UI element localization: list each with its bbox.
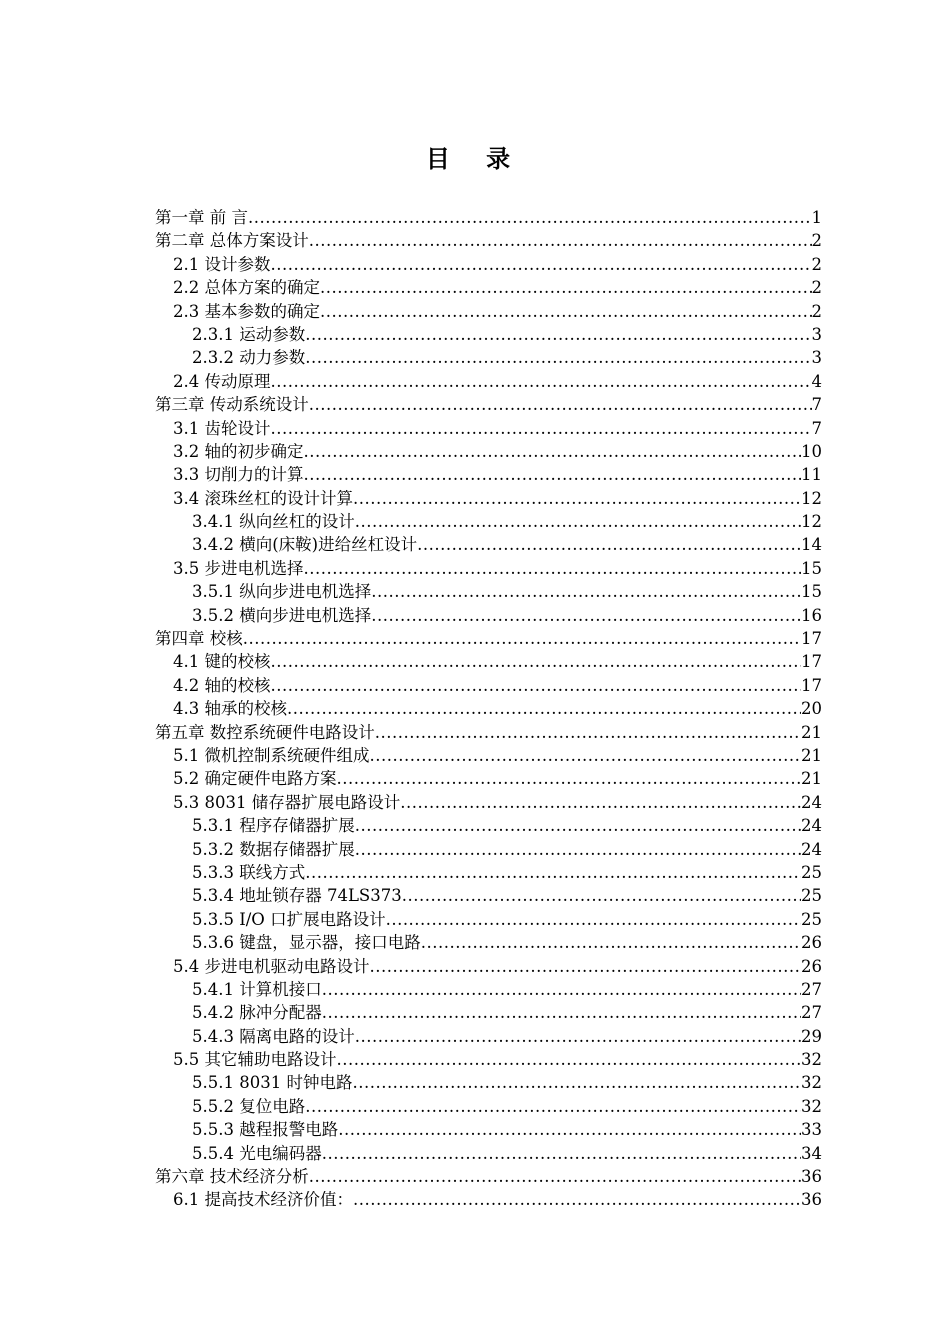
toc-leader-dots — [370, 744, 802, 767]
toc-entry[interactable] — [155, 417, 822, 440]
toc-leader-dots — [371, 604, 801, 627]
toc-entry-label: 5.1 微机控制系统硬件组成 — [173, 745, 370, 765]
toc-entry[interactable] — [155, 744, 822, 767]
toc-leader-dots — [304, 440, 802, 463]
toc-entry-label: 6.1 提高技术经济价值： — [173, 1190, 353, 1210]
toc-leader-dots — [271, 417, 812, 440]
toc-entry-page: 10 — [801, 441, 822, 461]
toc-entry[interactable] — [155, 206, 822, 229]
toc-entry-page: 29 — [801, 1026, 822, 1046]
toc-entry-label: 5.4.2 脉冲分配器 — [192, 1003, 322, 1023]
toc-entry-page: 17 — [801, 675, 822, 695]
toc-entry-label: 5.2 确定硬件电路方案 — [173, 769, 337, 789]
toc-entry-label: 第四章 校核 — [155, 629, 243, 649]
toc-entry[interactable] — [155, 580, 822, 603]
table-of-contents — [155, 206, 822, 1212]
toc-entry[interactable] — [155, 1165, 822, 1188]
toc-entry-label: 3.3 切削力的计算 — [173, 465, 304, 485]
toc-entry[interactable] — [155, 1001, 822, 1024]
toc-entry-label: 2.3.1 运动参数 — [192, 324, 306, 344]
toc-entry-label: 5.3 8031 储存器扩展电路设计 — [173, 792, 401, 812]
toc-entry[interactable] — [155, 697, 822, 720]
toc-entry-label: 2.3.2 动力参数 — [192, 348, 306, 368]
toc-entry-page: 33 — [801, 1120, 822, 1140]
toc-entry-label: 3.4.2 横向(床鞍)进给丝杠设计 — [192, 535, 418, 555]
toc-entry-label: 5.3.5 I/O 口扩展电路设计 — [192, 909, 386, 929]
toc-leader-dots — [304, 557, 802, 580]
toc-entry-page: 32 — [801, 1073, 822, 1093]
toc-entry[interactable] — [155, 814, 822, 837]
toc-leader-dots — [370, 955, 802, 978]
toc-entry-page: 26 — [801, 956, 822, 976]
toc-leader-dots — [375, 721, 801, 744]
toc-entry-page: 25 — [801, 886, 822, 906]
toc-entry-page: 15 — [801, 582, 822, 602]
toc-entry-label: 5.4.1 计算机接口 — [192, 979, 322, 999]
toc-entry[interactable] — [155, 931, 822, 954]
toc-leader-dots — [309, 1165, 801, 1188]
toc-leader-dots — [271, 674, 802, 697]
toc-leader-dots — [352, 1071, 801, 1094]
toc-entry[interactable] — [155, 229, 822, 252]
toc-leader-dots — [337, 1048, 802, 1071]
toc-entry-label: 4.1 键的校核 — [173, 652, 271, 672]
toc-entry-label: 5.5 其它辅助电路设计 — [173, 1050, 337, 1070]
toc-entry[interactable] — [155, 650, 822, 673]
toc-leader-dots — [271, 253, 812, 276]
toc-entry[interactable] — [155, 370, 822, 393]
toc-entry-page: 36 — [801, 1190, 822, 1210]
toc-entry[interactable] — [155, 838, 822, 861]
toc-entry-page: 11 — [801, 465, 822, 485]
toc-entry-page: 16 — [801, 605, 822, 625]
toc-entry[interactable] — [155, 440, 822, 463]
toc-leader-dots — [305, 323, 811, 346]
toc-entry[interactable] — [155, 1025, 822, 1048]
toc-entry-page: 4 — [811, 371, 822, 391]
toc-leader-dots — [243, 627, 801, 650]
toc-entry[interactable] — [155, 487, 822, 510]
toc-leader-dots — [371, 580, 801, 603]
toc-entry-label: 2.1 设计参数 — [173, 254, 271, 274]
toc-leader-dots — [320, 276, 812, 299]
toc-entry[interactable] — [155, 1048, 822, 1071]
toc-entry-page: 25 — [801, 909, 822, 929]
toc-entry-page: 12 — [801, 512, 822, 532]
toc-leader-dots — [322, 978, 801, 1001]
toc-entry-page: 36 — [801, 1167, 822, 1187]
toc-entry[interactable] — [155, 510, 822, 533]
toc-leader-dots — [353, 1188, 801, 1211]
toc-entry[interactable] — [155, 463, 822, 486]
toc-entry-page: 21 — [801, 722, 822, 742]
toc-entry-label: 3.4 滚珠丝杠的设计计算 — [173, 488, 353, 508]
toc-entry[interactable] — [155, 253, 822, 276]
toc-entry-page: 7 — [811, 418, 822, 438]
toc-entry-label: 5.3.1 程序存储器扩展 — [192, 816, 355, 836]
toc-entry-label: 第三章 传动系统设计 — [155, 395, 309, 415]
toc-entry[interactable] — [155, 674, 822, 697]
toc-leader-dots — [322, 1142, 801, 1165]
toc-entry-label: 5.3.6 键盘，显示器，接口电路 — [192, 933, 421, 953]
toc-leader-dots — [402, 884, 801, 907]
toc-entry[interactable] — [155, 627, 822, 650]
toc-entry-label: 5.3.4 地址锁存器 74LS373 — [192, 886, 402, 906]
toc-leader-dots — [320, 300, 812, 323]
toc-leader-dots — [305, 346, 811, 369]
toc-entry-label: 5.5.4 光电编码器 — [192, 1143, 322, 1163]
toc-leader-dots — [338, 1118, 801, 1141]
toc-leader-dots — [337, 767, 802, 790]
toc-entry-label: 5.4 步进电机驱动电路设计 — [173, 956, 370, 976]
toc-entry-page: 14 — [801, 535, 822, 555]
toc-leader-dots — [417, 533, 801, 556]
toc-entry-page: 34 — [801, 1143, 822, 1163]
toc-entry[interactable] — [155, 346, 822, 369]
toc-entry[interactable] — [155, 955, 822, 978]
toc-entry-page: 32 — [801, 1096, 822, 1116]
toc-entry-label: 5.5.3 越程报警电路 — [192, 1120, 339, 1140]
toc-entry-page: 24 — [801, 839, 822, 859]
toc-entry-label: 4.3 轴承的校核 — [173, 699, 287, 719]
toc-leader-dots — [305, 861, 801, 884]
toc-entry-page: 2 — [811, 231, 822, 251]
toc-entry[interactable] — [155, 1118, 822, 1141]
toc-entry[interactable] — [155, 1188, 822, 1211]
toc-leader-dots — [271, 370, 812, 393]
toc-entry-page: 24 — [801, 816, 822, 836]
toc-entry[interactable] — [155, 978, 822, 1001]
toc-leader-dots — [386, 908, 801, 931]
toc-entry-page: 7 — [811, 395, 822, 415]
toc-entry-page: 25 — [801, 862, 822, 882]
toc-entry[interactable] — [155, 791, 822, 814]
toc-entry-page: 3 — [811, 348, 822, 368]
toc-entry[interactable] — [155, 276, 822, 299]
toc-entry[interactable] — [155, 300, 822, 323]
toc-entry-page: 17 — [801, 652, 822, 672]
toc-entry-page: 21 — [801, 745, 822, 765]
toc-entry-page: 2 — [811, 254, 822, 274]
toc-leader-dots — [309, 229, 812, 252]
toc-entry[interactable] — [155, 884, 822, 907]
toc-entry-label: 2.4 传动原理 — [173, 371, 271, 391]
toc-leader-dots — [305, 1095, 801, 1118]
toc-leader-dots — [400, 791, 801, 814]
toc-entry-page: 21 — [801, 769, 822, 789]
toc-entry-page: 15 — [801, 558, 822, 578]
toc-entry-label: 3.5.2 横向步进电机选择 — [192, 605, 372, 625]
toc-entry-page: 2 — [811, 278, 822, 298]
toc-entry[interactable] — [155, 557, 822, 580]
toc-entry-label: 第一章 前 言 — [155, 208, 248, 227]
toc-entry[interactable] — [155, 767, 822, 790]
toc-entry[interactable] — [155, 1071, 822, 1094]
toc-leader-dots — [421, 931, 801, 954]
toc-leader-dots — [355, 838, 801, 861]
toc-entry[interactable] — [155, 1095, 822, 1118]
toc-leader-dots — [355, 510, 801, 533]
toc-leader-dots — [353, 487, 801, 510]
toc-entry-label: 第五章 数控系统硬件电路设计 — [155, 722, 375, 742]
toc-entry-page: 12 — [801, 488, 822, 508]
toc-entry-page: 27 — [801, 1003, 822, 1023]
toc-leader-dots — [355, 1025, 801, 1048]
toc-entry-label: 3.5 步进电机选择 — [173, 558, 304, 578]
toc-title: 目 录 — [425, 144, 525, 173]
toc-leader-dots — [287, 697, 801, 720]
toc-entry[interactable] — [155, 721, 822, 744]
toc-entry[interactable] — [155, 861, 822, 884]
toc-entry-page: 3 — [811, 324, 822, 344]
toc-entry-label: 3.4.1 纵向丝杠的设计 — [192, 512, 355, 532]
toc-leader-dots — [248, 206, 812, 229]
toc-entry[interactable] — [155, 604, 822, 627]
toc-entry-label: 5.5.1 8031 时钟电路 — [192, 1073, 353, 1093]
toc-entry-label: 3.2 轴的初步确定 — [173, 441, 304, 461]
toc-entry-page: 27 — [801, 979, 822, 999]
toc-entry[interactable] — [155, 908, 822, 931]
toc-leader-dots — [309, 393, 812, 416]
toc-entry[interactable] — [155, 1142, 822, 1165]
toc-entry-page: 1 — [811, 208, 822, 227]
toc-entry[interactable] — [155, 533, 822, 556]
toc-entry-label: 5.3.2 数据存储器扩展 — [192, 839, 355, 859]
toc-entry-label: 2.3 基本参数的确定 — [173, 301, 320, 321]
toc-entry-label: 3.1 齿轮设计 — [173, 418, 271, 438]
toc-entry-label: 第二章 总体方案设计 — [155, 231, 309, 251]
toc-leader-dots — [355, 814, 801, 837]
toc-entry[interactable] — [155, 393, 822, 416]
toc-leader-dots — [271, 650, 802, 673]
toc-entry-label: 2.2 总体方案的确定 — [173, 278, 320, 298]
toc-leader-dots — [322, 1001, 801, 1024]
toc-entry-page: 20 — [801, 699, 822, 719]
toc-entry-label: 5.3.3 联线方式 — [192, 862, 306, 882]
toc-entry-page: 2 — [811, 301, 822, 321]
toc-entry-label: 第六章 技术经济分析 — [155, 1167, 309, 1187]
toc-leader-dots — [304, 463, 802, 486]
toc-entry-label: 5.5.2 复位电路 — [192, 1096, 306, 1116]
toc-entry-page: 24 — [801, 792, 822, 812]
toc-entry-page: 32 — [801, 1050, 822, 1070]
toc-entry-label: 3.5.1 纵向步进电机选择 — [192, 582, 372, 602]
toc-entry[interactable] — [155, 323, 822, 346]
toc-entry-label: 4.2 轴的校核 — [173, 675, 271, 695]
toc-entry-label: 5.4.3 隔离电路的设计 — [192, 1026, 355, 1046]
toc-entry-page: 17 — [801, 629, 822, 649]
toc-entry-page: 26 — [801, 933, 822, 953]
